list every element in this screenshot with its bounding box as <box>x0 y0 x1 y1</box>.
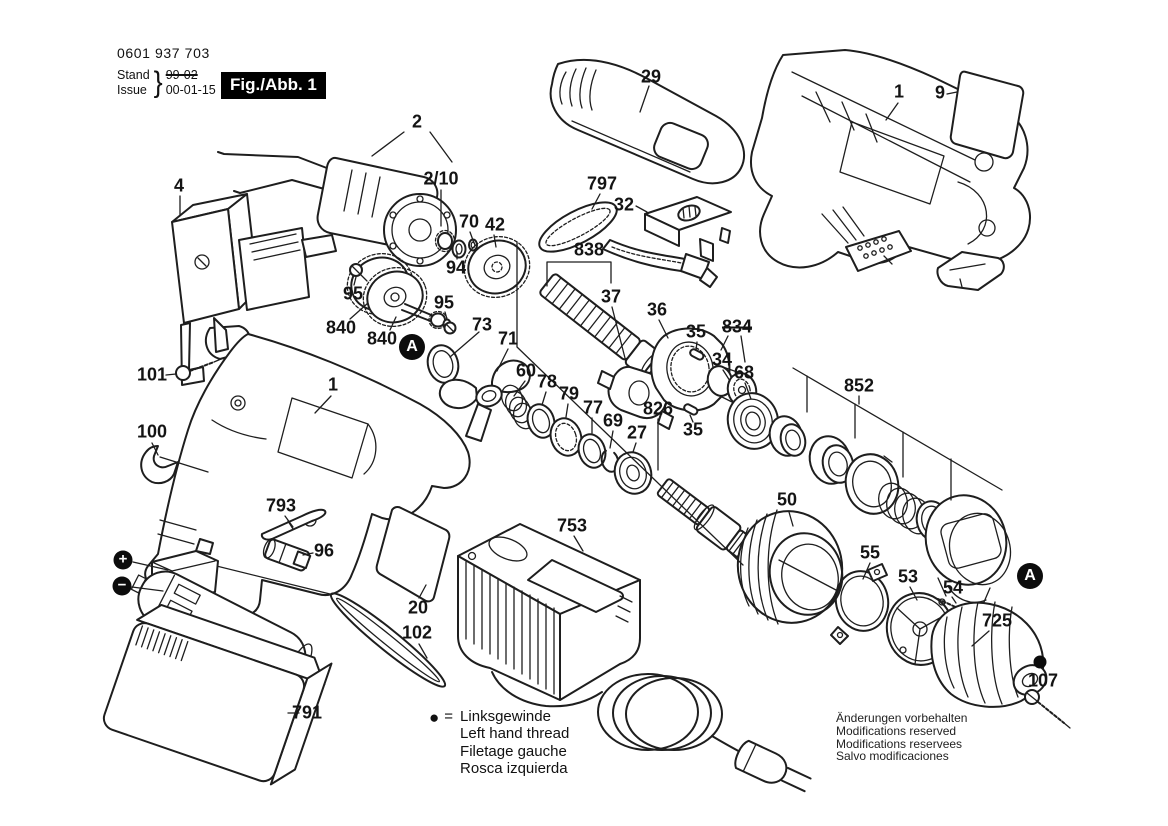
part-charger-753 <box>458 524 640 700</box>
modification-notes <box>836 712 967 763</box>
note-line-es: Salvo modificaciones <box>836 749 949 764</box>
part-callout-73: 73 <box>471 314 493 335</box>
marker-plus-icon: + <box>114 551 133 570</box>
part-callout-1: 1 <box>893 81 905 102</box>
part-callout-793: 793 <box>265 495 297 516</box>
part-callout-95: 95 <box>342 283 364 304</box>
left-hand-thread-legend <box>429 708 569 778</box>
legend-equals: = <box>444 708 454 725</box>
superseded-date: 99-02 <box>165 67 198 82</box>
part-ring-94 <box>453 241 466 258</box>
part-callout-826: 826 <box>642 398 674 419</box>
part-callout-9: 9 <box>934 82 946 103</box>
part-battery-pack-791 <box>101 599 332 790</box>
legend-line-en: Left hand thread <box>460 725 570 743</box>
part-callout-79: 79 <box>558 383 580 404</box>
part-callout-102: 102 <box>401 622 433 643</box>
note-line-en: Modifications reserved <box>836 723 957 738</box>
part-callout-797: 797 <box>586 173 618 194</box>
marker-A-icon: A <box>1017 563 1043 589</box>
issue-label: Issue <box>117 82 147 97</box>
part-mains-plug <box>732 739 814 799</box>
legend-line-fr: Filetage gauche <box>460 742 567 760</box>
part-callout-35: 35 <box>685 321 707 342</box>
part-callout-71: 71 <box>497 328 519 349</box>
part-callout-54: 54 <box>942 577 964 598</box>
part-clip-100 <box>141 446 178 483</box>
part-callout-834: 834 <box>721 316 753 337</box>
stand-label: Stand <box>117 67 150 82</box>
part-callout-55: 55 <box>859 542 881 563</box>
issue-date: 00-01-15 <box>165 82 216 97</box>
part-callout-77: 77 <box>582 397 604 418</box>
part-screw-107 <box>1025 690 1070 728</box>
note-line-de: Änderungen vorbehalten <box>836 711 968 725</box>
legend-line-de: Linksgewinde <box>460 708 551 725</box>
part-callout-4: 4 <box>173 175 185 196</box>
part-callout-32: 32 <box>613 194 635 215</box>
part-motor-wires <box>218 152 332 193</box>
part-callout-35: 35 <box>682 419 704 440</box>
part-callout-53: 53 <box>897 566 919 587</box>
part-callout-840: 840 <box>366 328 398 349</box>
figure-badge: Fig./Abb. 1 <box>221 72 326 99</box>
legend-line-es: Rosca izquierda <box>460 760 568 778</box>
part-switch-slider-32 <box>645 197 731 261</box>
part-callout-50: 50 <box>776 489 798 510</box>
part-callout-78: 78 <box>536 371 558 392</box>
part-callout-69: 69 <box>602 410 624 431</box>
part-callout-107: 107 <box>1027 670 1059 691</box>
part-callout-68: 68 <box>733 362 755 383</box>
part-screw-95-right <box>445 323 456 334</box>
part-clutch-collar-50 <box>727 501 852 632</box>
part-callout-94: 94 <box>445 257 467 278</box>
marker-dot-icon <box>1034 656 1047 669</box>
part-callout-840: 840 <box>325 317 357 338</box>
part-callout-725: 725 <box>981 610 1013 631</box>
part-callout-36: 36 <box>646 299 668 320</box>
left-hand-thread-dot-icon: ● <box>429 708 440 727</box>
note-line-fr: Modifications reservees <box>836 736 963 751</box>
part-callout-852: 852 <box>843 375 875 396</box>
part-callout-29: 29 <box>640 66 662 87</box>
part-callout-2-10: 2/10 <box>423 168 459 189</box>
drawing-header <box>117 45 216 98</box>
part-callout-95: 95 <box>433 292 455 313</box>
part-sticker-sheet-9 <box>951 72 1024 159</box>
part-callout-34: 34 <box>711 349 733 370</box>
part-callout-101: 101 <box>136 364 168 385</box>
part-callout-27: 27 <box>626 422 648 443</box>
part-callout-96: 96 <box>313 540 335 561</box>
part-callout-100: 100 <box>136 421 168 442</box>
part-callout-37: 37 <box>600 286 622 307</box>
part-callout-753: 753 <box>556 515 588 536</box>
part-callout-20: 20 <box>407 597 429 618</box>
document-part-number: 0601 937 703 <box>117 45 210 61</box>
part-callout-838: 838 <box>573 239 605 260</box>
part-callout-42: 42 <box>484 214 506 235</box>
marker-A-icon: A <box>399 334 425 360</box>
part-callout-791: 791 <box>291 702 323 723</box>
part-callout-70: 70 <box>458 211 480 232</box>
marker-minus-icon: − <box>113 577 132 596</box>
part-gear-42 <box>456 228 539 307</box>
part-sticker-20 <box>377 507 450 601</box>
part-callout-60: 60 <box>515 360 537 381</box>
part-wire-102 <box>325 586 452 694</box>
part-callout-1: 1 <box>327 374 339 395</box>
part-callout-2: 2 <box>411 111 423 132</box>
brace-glyph: } <box>153 65 163 99</box>
